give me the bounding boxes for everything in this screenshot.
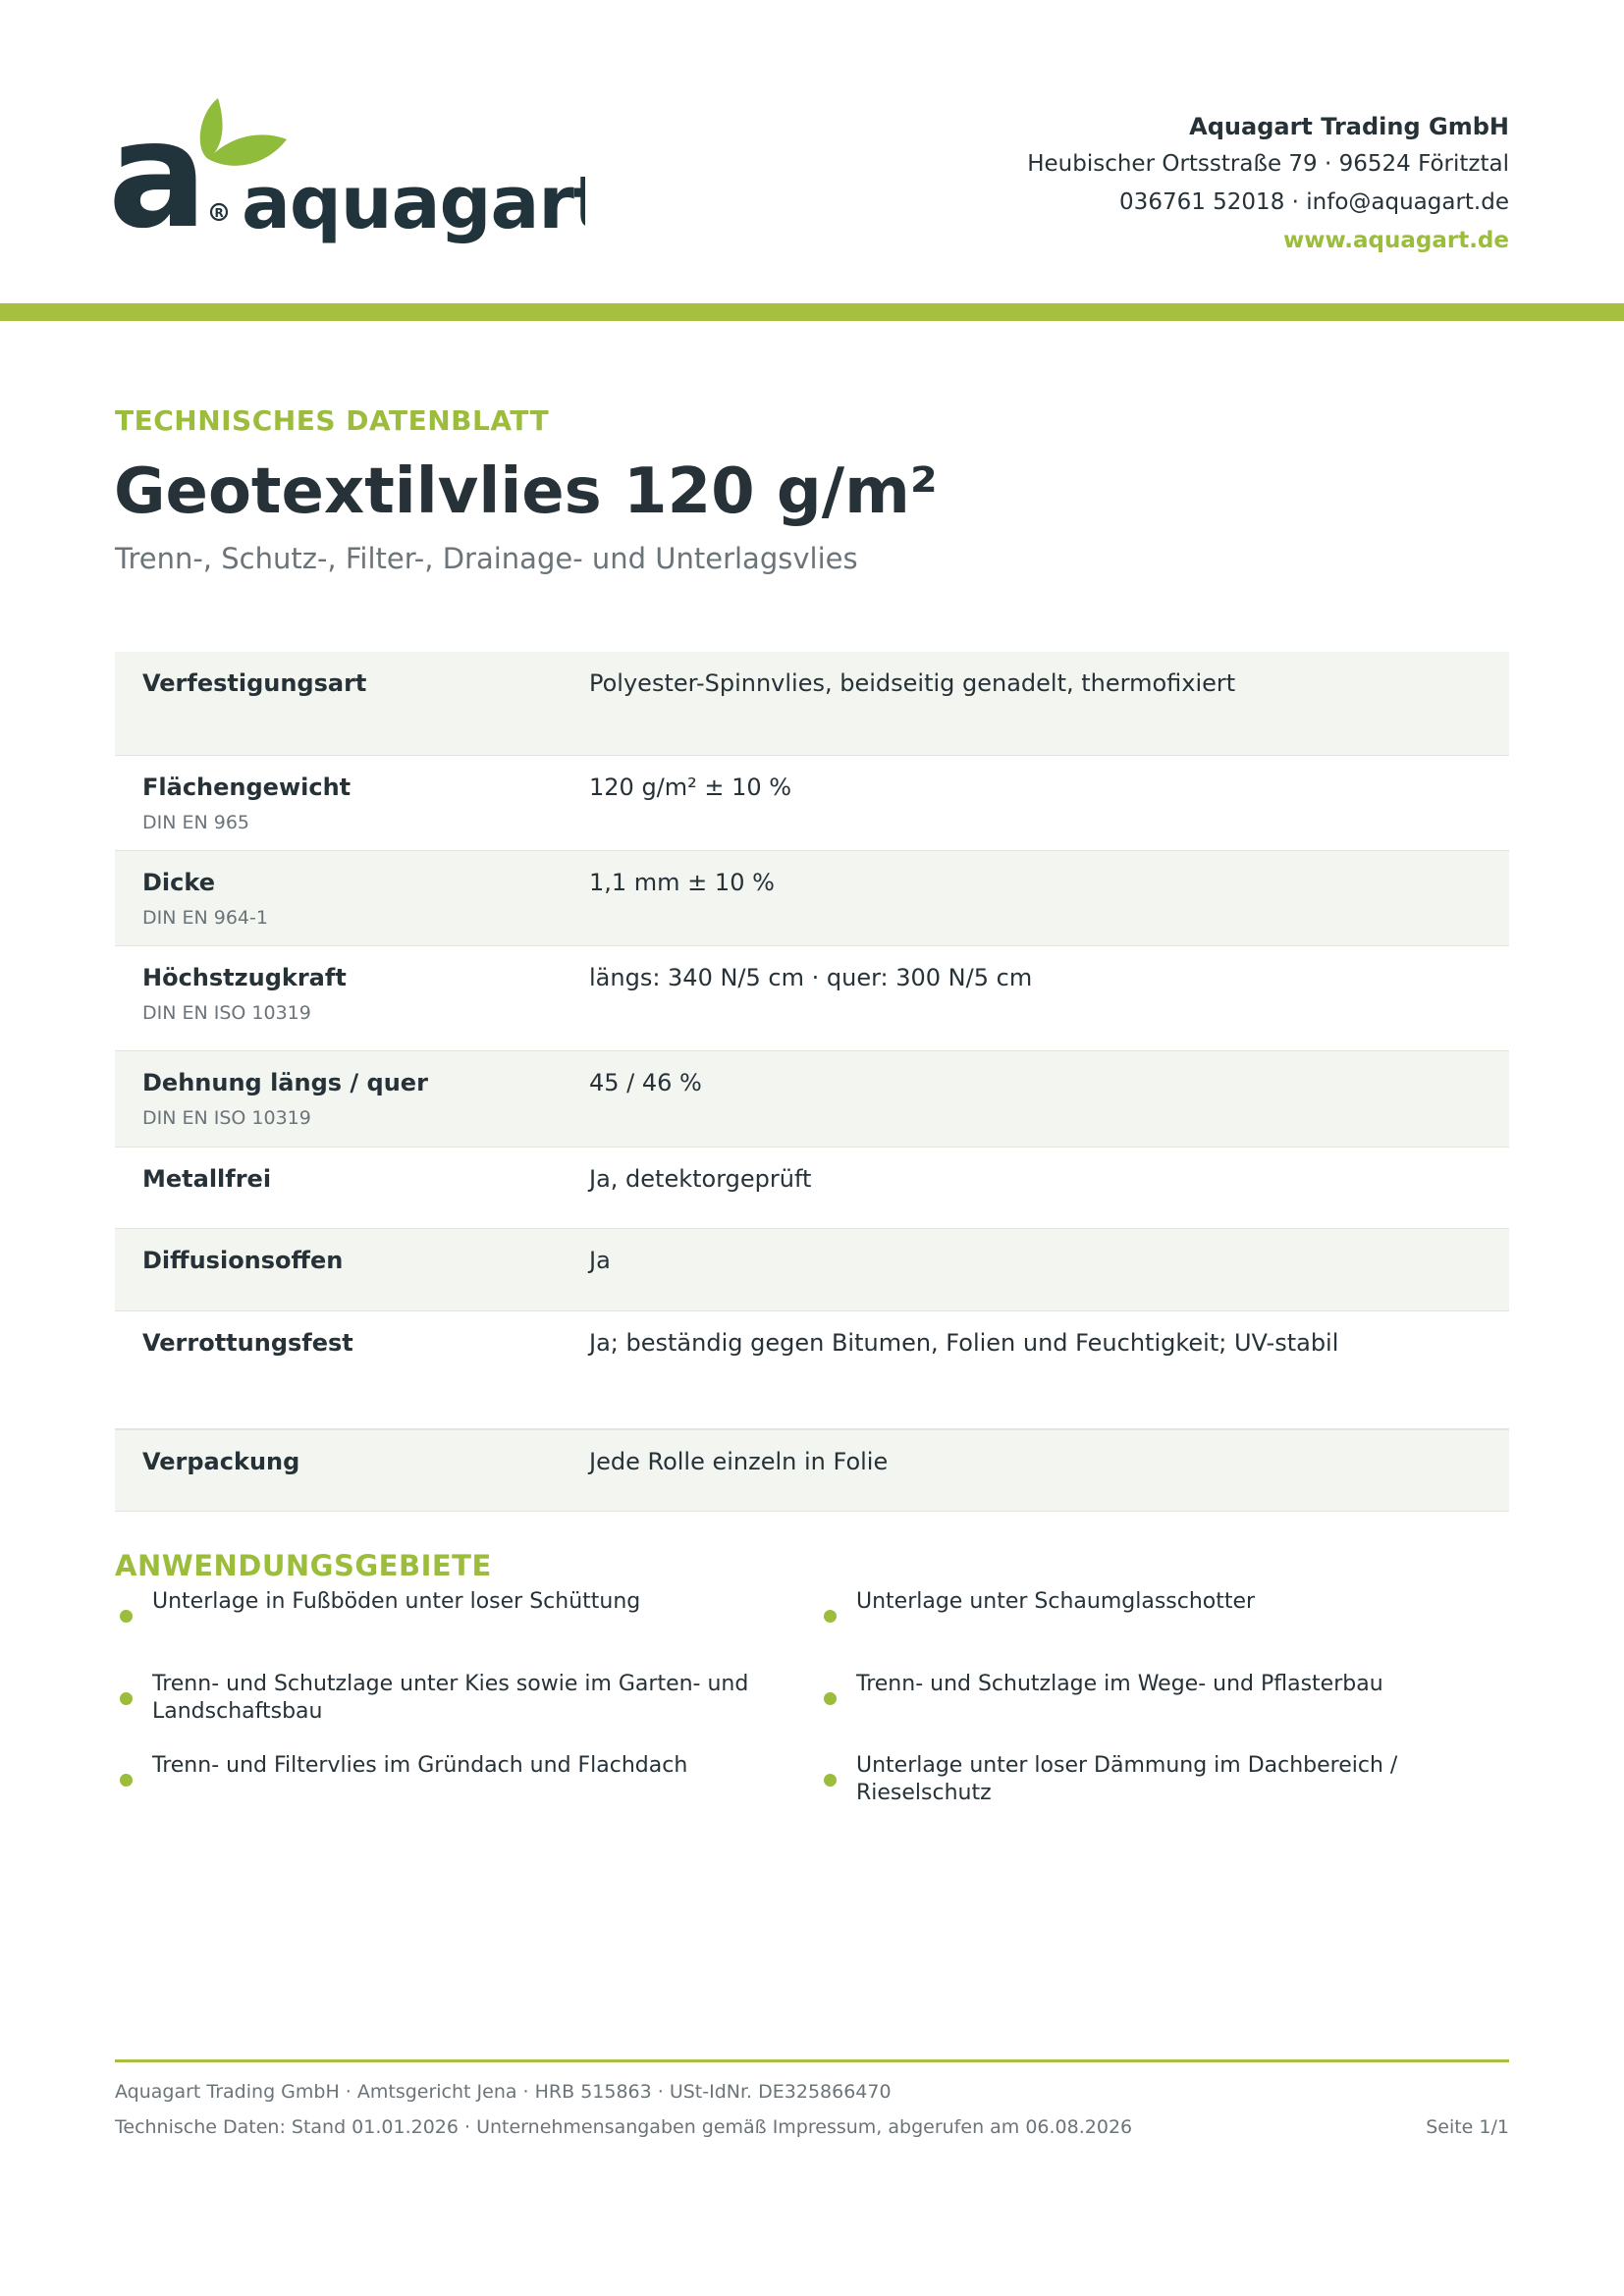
application-text: Trenn- und Filtervlies im Gründach und Flachdach — [152, 1753, 688, 1778]
spec-label: Verfestigungsart — [142, 669, 367, 697]
spec-value: Jede Rolle einzeln in Folie — [589, 1448, 889, 1475]
application-text: Unterlage unter loser Dämmung im Dachbereich / Rieselschutz — [856, 1753, 1398, 1805]
application-text: Unterlage in Fußböden unter loser Schüttung — [152, 1589, 641, 1614]
table-row — [115, 1148, 1509, 1229]
company-website-link[interactable]: www.aquagart.de — [1282, 228, 1509, 253]
bullet-icon — [120, 1692, 133, 1705]
page-title: Geotextilvlies 120 g/m² — [114, 455, 938, 528]
spec-value: Ja — [589, 1247, 611, 1274]
footer-data-status: Technische Daten: Stand 01.01.2026 · Unternehmensangaben gemäß Impressum, abgerufen am 06.08.2026 — [115, 2116, 1133, 2138]
document-type-label: TECHNISCHES DATENBLATT — [115, 404, 550, 437]
spec-label: Verrottungsfest — [142, 1329, 353, 1357]
aquagart-logo — [114, 96, 585, 243]
spec-norm: DIN EN 964-1 — [142, 907, 268, 929]
spec-norm: DIN EN ISO 10319 — [142, 1002, 311, 1024]
company-address: Heubischer Ortsstraße 79 · 96524 Föritztal — [1027, 151, 1509, 177]
spec-value: 45 / 46 % — [589, 1069, 702, 1096]
table-row — [115, 652, 1509, 756]
bullet-icon — [824, 1692, 837, 1705]
page-subtitle: Trenn-, Schutz-, Filter-, Drainage- und Unterlagsvlies — [115, 542, 858, 575]
spec-value: 120 g/m² ± 10 % — [589, 774, 792, 801]
spec-value: Polyester-Spinnvlies, beidseitig genadelt, thermofixiert — [589, 669, 1236, 697]
logo-letter: a — [114, 96, 208, 243]
spec-label: Verpackung — [142, 1448, 300, 1475]
spec-value: 1,1 mm ± 10 % — [589, 869, 775, 896]
spec-value: Ja, detektorgeprüft — [589, 1165, 812, 1193]
table-row — [115, 851, 1509, 946]
application-text: Unterlage unter Schaumglasschotter — [856, 1589, 1256, 1614]
logo-wordmark: aquagart — [242, 161, 585, 243]
application-text: Trenn- und Schutzlage unter Kies sowie im Garten- und Landschaftsbau — [152, 1672, 749, 1724]
spec-label: Dehnung längs / quer — [142, 1069, 428, 1096]
svg-text:R: R — [214, 206, 224, 220]
applications-heading: ANWENDUNGSGEBIETE — [115, 1549, 492, 1582]
table-row — [115, 1229, 1509, 1311]
aquagart-logo-mark — [114, 96, 585, 243]
spec-label: Höchstzugkraft — [142, 964, 347, 991]
spec-label: Dicke — [142, 869, 215, 896]
application-text: Trenn- und Schutzlage im Wege- und Pflasterbau — [856, 1672, 1383, 1696]
spec-norm: DIN EN 965 — [142, 812, 250, 833]
table-row — [115, 1311, 1509, 1429]
table-row — [115, 756, 1509, 851]
bullet-icon — [120, 1610, 133, 1623]
company-contact-block — [1027, 108, 1509, 259]
bullet-icon — [120, 1774, 133, 1787]
table-row — [115, 1429, 1509, 1512]
page-number: Seite 1/1 — [1426, 2116, 1509, 2138]
header-divider-bar — [0, 303, 1624, 321]
spec-label: Diffusionsoffen — [142, 1247, 344, 1274]
bullet-icon — [824, 1610, 837, 1623]
spec-value: längs: 340 N/5 cm · quer: 300 N/5 cm — [589, 964, 1033, 991]
spec-label: Metallfrei — [142, 1165, 272, 1193]
spec-value: Ja; beständig gegen Bitumen, Folien und Feuchtigkeit; UV-stabil — [589, 1329, 1339, 1357]
spec-norm: DIN EN ISO 10319 — [142, 1107, 311, 1129]
table-row — [115, 946, 1509, 1051]
company-contact[interactable]: 036761 52018 · info@aquagart.de — [1119, 189, 1509, 215]
footer-divider — [115, 2059, 1509, 2062]
footer-legal: Aquagart Trading GmbH · Amtsgericht Jena · HRB 515863 · USt-IdNr. DE325866470 — [115, 2081, 892, 2103]
table-row — [115, 1051, 1509, 1148]
bullet-icon — [824, 1774, 837, 1787]
company-name: Aquagart Trading GmbH — [1189, 113, 1509, 140]
spec-label: Flächengewicht — [142, 774, 352, 801]
